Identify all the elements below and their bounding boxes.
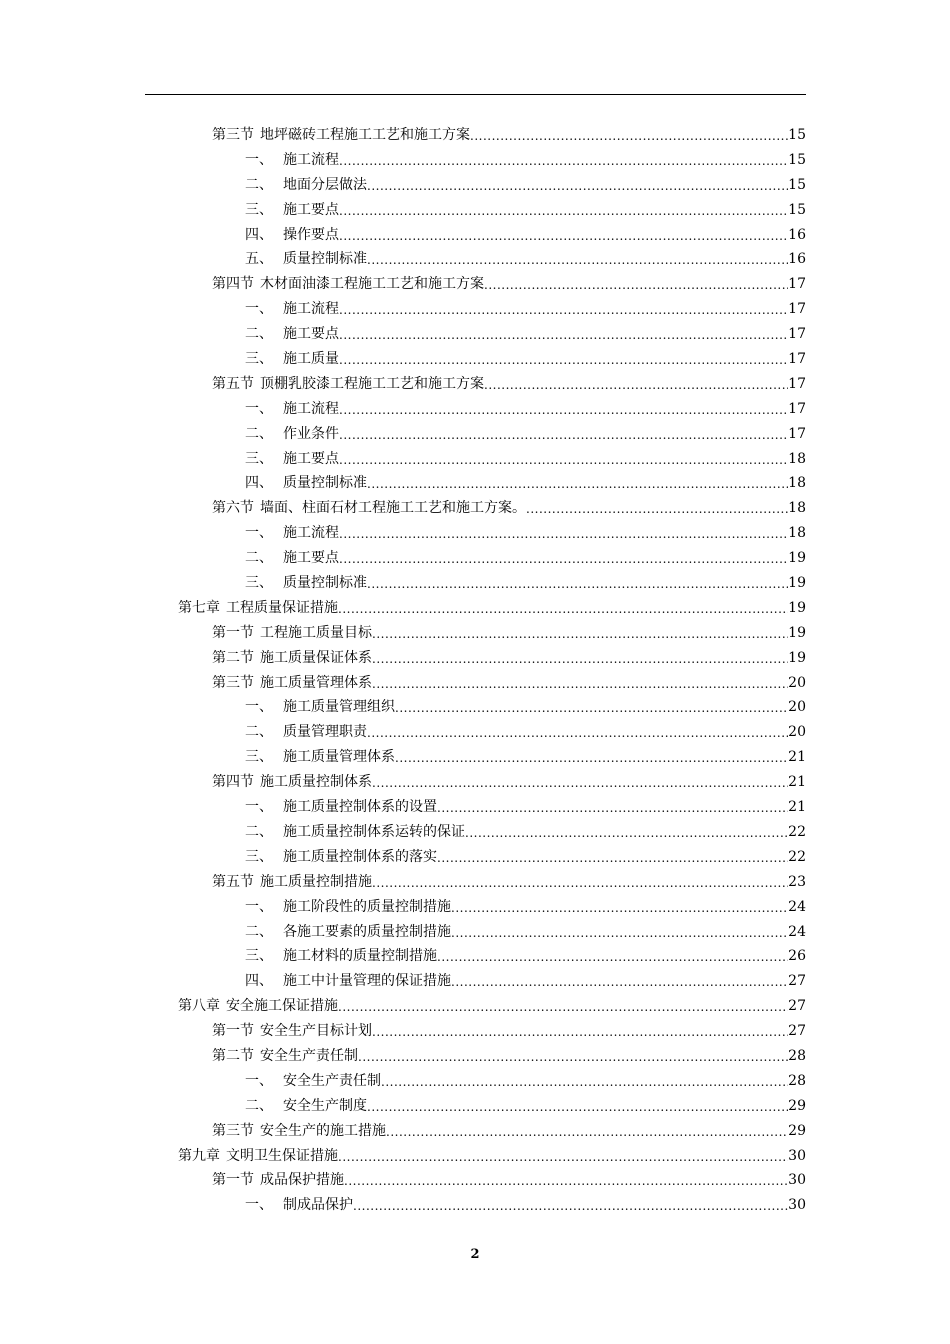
toc-entry[interactable] <box>245 845 806 870</box>
dot-leader <box>339 198 788 223</box>
dot-leader <box>451 895 788 920</box>
toc-entry-title: 顶棚乳胶漆工程施工工艺和施工方案 <box>260 375 484 392</box>
toc-entry-page: 24 <box>788 923 806 940</box>
toc-entry[interactable] <box>245 422 806 447</box>
toc-entry-number: 一、 <box>245 400 273 417</box>
toc-entry-page: 28 <box>788 1047 806 1064</box>
dot-leader <box>465 820 788 845</box>
dot-leader <box>367 720 788 745</box>
toc-entry-title: 成品保护措施 <box>260 1172 344 1189</box>
toc-entry-page: 15 <box>788 127 806 143</box>
toc-entry[interactable] <box>178 1144 806 1169</box>
toc-entry-page: 20 <box>788 699 806 716</box>
dot-leader <box>339 422 788 447</box>
toc-entry-title: 安全生产责任制 <box>283 1072 381 1089</box>
dot-leader <box>367 571 788 596</box>
dot-leader <box>437 845 788 870</box>
toc-entry-title: 质量控制标准 <box>283 575 367 592</box>
toc-entry-title: 质量控制标准 <box>283 475 367 492</box>
toc-entry-page: 17 <box>788 351 806 368</box>
toc-entry-page: 18 <box>788 525 806 542</box>
toc-entry-number: 二、 <box>245 326 273 343</box>
toc-entry-number: 第一节 <box>212 1023 254 1040</box>
toc-entry[interactable] <box>245 471 806 496</box>
toc-entry-number: 一、 <box>245 1197 273 1214</box>
toc-entry-number: 四、 <box>245 226 273 243</box>
toc-entry-page: 17 <box>788 301 806 318</box>
toc-entry-title: 各施工要素的质量控制措施 <box>283 923 451 940</box>
toc-entry[interactable] <box>245 920 806 945</box>
toc-entry[interactable] <box>245 173 806 198</box>
toc-entry-title: 工程施工质量目标 <box>260 624 372 641</box>
toc-entry-page: 20 <box>788 724 806 741</box>
toc-entry-page: 15 <box>788 201 806 218</box>
toc-entry-number: 第三节 <box>212 1122 254 1139</box>
toc-entry-number: 二、 <box>245 1097 273 1114</box>
toc-entry-number: 四、 <box>245 973 273 990</box>
toc-entry-number: 第五节 <box>212 375 254 392</box>
toc-entry-title: 安全施工保证措施 <box>226 998 338 1015</box>
dot-leader <box>395 695 788 720</box>
toc-entry-title: 文明卫生保证措施 <box>226 1147 338 1164</box>
toc-entry-title: 安全生产责任制 <box>260 1047 358 1064</box>
toc-entry-number: 四、 <box>245 475 273 492</box>
dot-leader <box>372 1019 788 1044</box>
toc-entry-title: 制成品保护 <box>283 1197 353 1214</box>
dot-leader <box>372 621 788 646</box>
toc-entry-number: 第七章 <box>178 599 220 616</box>
table-of-contents <box>0 123 950 1218</box>
page-number: 2 <box>470 1247 480 1262</box>
toc-entry-number: 二、 <box>245 724 273 741</box>
toc-entry[interactable] <box>212 671 806 696</box>
toc-entry-page: 29 <box>788 1122 806 1139</box>
toc-entry-page: 30 <box>788 1147 806 1164</box>
toc-entry[interactable] <box>245 1193 806 1218</box>
toc-entry[interactable] <box>245 297 806 322</box>
toc-entry-title: 操作要点 <box>283 226 339 243</box>
dot-leader <box>451 920 788 945</box>
toc-entry-title: 安全生产目标计划 <box>260 1023 372 1040</box>
dot-leader <box>339 521 788 546</box>
toc-entry[interactable] <box>212 621 806 646</box>
toc-entry-page: 19 <box>788 599 806 616</box>
toc-entry-number: 二、 <box>245 823 273 840</box>
toc-entry-number: 第一节 <box>212 1172 254 1189</box>
dot-leader <box>338 994 788 1019</box>
dot-leader <box>339 347 788 372</box>
toc-entry-page: 19 <box>788 575 806 592</box>
toc-entry[interactable] <box>245 720 806 745</box>
dot-leader <box>372 671 788 696</box>
toc-entry-title: 安全生产制度 <box>283 1097 367 1114</box>
dot-leader <box>484 272 788 297</box>
toc-entry-page: 20 <box>788 674 806 691</box>
toc-entry-page: 17 <box>788 425 806 442</box>
toc-entry[interactable] <box>178 596 806 621</box>
toc-entry[interactable] <box>212 123 806 148</box>
dot-leader <box>358 1044 788 1069</box>
dot-leader <box>339 397 788 422</box>
toc-entry-title: 施工流程 <box>283 525 339 542</box>
toc-entry[interactable] <box>178 994 806 1019</box>
toc-entry-page: 27 <box>788 1023 806 1040</box>
toc-entry-page: 17 <box>788 276 806 293</box>
toc-entry-title: 施工要点 <box>283 326 339 343</box>
toc-entry[interactable] <box>212 1168 806 1193</box>
dot-leader <box>437 944 788 969</box>
toc-entry-title: 施工流程 <box>283 400 339 417</box>
toc-entry-number: 二、 <box>245 425 273 442</box>
toc-entry-number: 三、 <box>245 575 273 592</box>
toc-entry-number: 一、 <box>245 799 273 816</box>
toc-entry-title: 作业条件 <box>283 425 339 442</box>
dot-leader <box>338 596 788 621</box>
toc-entry[interactable] <box>212 870 806 895</box>
toc-entry[interactable] <box>212 496 806 521</box>
toc-entry-title: 施工质量保证体系 <box>260 649 372 666</box>
toc-entry[interactable] <box>245 895 806 920</box>
toc-entry-title: 木材面油漆工程施工工艺和施工方案 <box>260 276 484 293</box>
toc-entry-title: 施工质量 <box>283 351 339 368</box>
toc-entry-title: 施工质量管理体系 <box>260 674 372 691</box>
toc-entry-title: 施工质量控制体系 <box>260 774 372 791</box>
toc-entry-number: 第六节 <box>212 500 254 517</box>
toc-entry-number: 三、 <box>245 749 273 766</box>
toc-entry-number: 一、 <box>245 301 273 318</box>
toc-entry-page: 30 <box>788 1197 806 1214</box>
toc-entry[interactable] <box>245 322 806 347</box>
toc-entry-title: 施工中计量管理的保证措施 <box>283 973 451 990</box>
dot-leader <box>339 223 788 248</box>
toc-entry-title: 地面分层做法 <box>283 176 367 193</box>
toc-entry[interactable] <box>245 247 806 272</box>
dot-leader <box>367 173 788 198</box>
dot-leader <box>386 1119 788 1144</box>
toc-entry-title: 施工质量控制体系的设置 <box>283 799 437 816</box>
toc-entry-number: 第五节 <box>212 873 254 890</box>
toc-entry-number: 三、 <box>245 351 273 368</box>
toc-entry-number: 一、 <box>245 699 273 716</box>
toc-entry-number: 三、 <box>245 201 273 218</box>
toc-entry-number: 一、 <box>245 1072 273 1089</box>
toc-entry-title: 施工质量控制体系运转的保证 <box>283 823 465 840</box>
toc-entry-page: 19 <box>788 550 806 567</box>
toc-entry-page: 21 <box>788 749 806 766</box>
dot-leader <box>451 969 788 994</box>
toc-entry-title: 施工要点 <box>283 550 339 567</box>
toc-entry-title: 施工流程 <box>283 301 339 318</box>
toc-entry[interactable] <box>245 969 806 994</box>
dot-leader <box>367 471 788 496</box>
toc-entry-title: 地坪磁砖工程施工工艺和施工方案 <box>260 127 470 143</box>
toc-entry-title: 施工质量控制体系的落实 <box>283 848 437 865</box>
toc-entry[interactable] <box>245 745 806 770</box>
toc-entry-title: 施工要点 <box>283 450 339 467</box>
toc-entry-title: 施工要点 <box>283 201 339 218</box>
toc-entry[interactable] <box>245 148 806 173</box>
dot-leader <box>526 496 788 521</box>
toc-entry-title: 施工材料的质量控制措施 <box>283 948 437 965</box>
toc-entry-number: 第八章 <box>178 998 220 1015</box>
toc-entry[interactable] <box>212 646 806 671</box>
toc-entry-title: 施工质量控制措施 <box>260 873 372 890</box>
toc-entry-page: 22 <box>788 848 806 865</box>
toc-entry-number: 第四节 <box>212 774 254 791</box>
toc-entry-number: 一、 <box>245 151 273 168</box>
toc-entry-title: 墙面、柱面石材工程施工工艺和施工方案。 <box>260 500 526 517</box>
toc-entry[interactable] <box>245 944 806 969</box>
toc-entry[interactable] <box>245 1094 806 1119</box>
toc-entry-page: 15 <box>788 151 806 168</box>
toc-entry-page: 19 <box>788 649 806 666</box>
dot-leader <box>484 372 788 397</box>
toc-entry-page: 29 <box>788 1097 806 1114</box>
toc-entry-page: 22 <box>788 823 806 840</box>
toc-entry-number: 第三节 <box>212 127 254 143</box>
toc-entry-number: 五、 <box>245 251 273 268</box>
toc-entry-page: 26 <box>788 948 806 965</box>
toc-entry-page: 23 <box>788 873 806 890</box>
toc-entry[interactable] <box>245 397 806 422</box>
toc-entry[interactable] <box>245 571 806 596</box>
toc-entry[interactable] <box>245 795 806 820</box>
dot-leader <box>395 745 788 770</box>
toc-entry-page: 30 <box>788 1172 806 1189</box>
toc-entry-title: 工程质量保证措施 <box>226 599 338 616</box>
toc-entry[interactable] <box>245 695 806 720</box>
dot-leader <box>339 297 788 322</box>
toc-entry-number: 二、 <box>245 923 273 940</box>
toc-entry-page: 18 <box>788 475 806 492</box>
toc-entry-page: 17 <box>788 375 806 392</box>
dot-leader <box>372 870 788 895</box>
toc-entry-title: 施工流程 <box>283 151 339 168</box>
toc-entry-page: 24 <box>788 898 806 915</box>
toc-entry-page: 16 <box>788 251 806 268</box>
dot-leader <box>339 447 788 472</box>
dot-leader <box>339 546 788 571</box>
toc-entry[interactable] <box>245 223 806 248</box>
toc-entry[interactable] <box>245 447 806 472</box>
toc-entry-page: 19 <box>788 624 806 641</box>
toc-entry[interactable] <box>212 1044 806 1069</box>
toc-entry-page: 17 <box>788 400 806 417</box>
toc-entry-page: 18 <box>788 450 806 467</box>
dot-leader <box>353 1193 788 1218</box>
toc-entry-page: 27 <box>788 973 806 990</box>
header-rule <box>145 94 806 95</box>
toc-entry-page: 16 <box>788 226 806 243</box>
toc-entry-number: 三、 <box>245 948 273 965</box>
toc-entry-page: 18 <box>788 500 806 517</box>
toc-entry[interactable] <box>245 347 806 372</box>
toc-entry-number: 一、 <box>245 525 273 542</box>
toc-entry-title: 施工阶段性的质量控制措施 <box>283 898 451 915</box>
dot-leader <box>344 1168 788 1193</box>
toc-entry-page: 15 <box>788 176 806 193</box>
dot-leader <box>339 322 788 347</box>
toc-entry-number: 三、 <box>245 450 273 467</box>
dot-leader <box>381 1069 788 1094</box>
dot-leader <box>338 1144 788 1169</box>
toc-entry-number: 第二节 <box>212 649 254 666</box>
toc-entry[interactable] <box>245 521 806 546</box>
dot-leader <box>437 795 788 820</box>
dot-leader <box>367 1094 788 1119</box>
dot-leader <box>372 646 788 671</box>
toc-entry-title: 施工质量管理组织 <box>283 699 395 716</box>
toc-entry-title: 施工质量管理体系 <box>283 749 395 766</box>
toc-entry-number: 第一节 <box>212 624 254 641</box>
toc-entry-title: 质量管理职责 <box>283 724 367 741</box>
toc-entry-number: 三、 <box>245 848 273 865</box>
toc-entry[interactable] <box>212 770 806 795</box>
toc-entry-number: 二、 <box>245 550 273 567</box>
toc-entry-number: 第二节 <box>212 1047 254 1064</box>
toc-entry-number: 一、 <box>245 898 273 915</box>
toc-entry-title: 安全生产的施工措施 <box>260 1122 386 1139</box>
toc-entry-title: 质量控制标准 <box>283 251 367 268</box>
dot-leader <box>339 148 788 173</box>
toc-entry-page: 21 <box>788 799 806 816</box>
toc-entry[interactable] <box>212 1019 806 1044</box>
toc-entry[interactable] <box>212 272 806 297</box>
dot-leader <box>367 247 788 272</box>
toc-entry[interactable] <box>212 1119 806 1144</box>
toc-entry-number: 第三节 <box>212 674 254 691</box>
toc-entry-page: 27 <box>788 998 806 1015</box>
toc-entry[interactable] <box>245 546 806 571</box>
dot-leader <box>470 123 788 148</box>
dot-leader <box>372 770 788 795</box>
toc-entry-number: 二、 <box>245 176 273 193</box>
toc-entry-page: 21 <box>788 774 806 791</box>
toc-entry-number: 第九章 <box>178 1147 220 1164</box>
toc-entry[interactable] <box>212 372 806 397</box>
toc-entry[interactable] <box>245 198 806 223</box>
toc-entry[interactable] <box>245 820 806 845</box>
toc-entry-page: 28 <box>788 1072 806 1089</box>
toc-entry-page: 17 <box>788 326 806 343</box>
toc-entry-number: 第四节 <box>212 276 254 293</box>
toc-entry[interactable] <box>245 1069 806 1094</box>
